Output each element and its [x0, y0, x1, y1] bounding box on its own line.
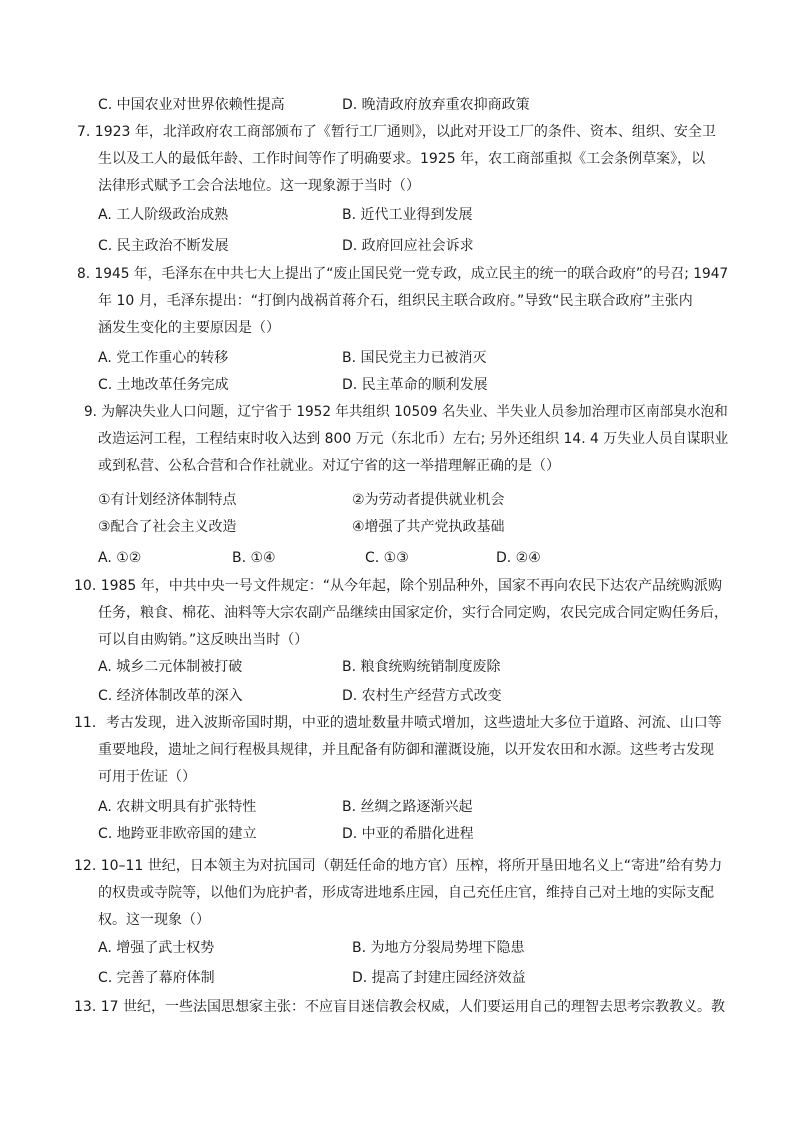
- q7-option-d[interactable]: D. 政府回应社会诉求: [342, 238, 474, 254]
- q9-stem-line-2: 改造运河工程，工程结束时收入达到 800 万元（东北币）左右; 另外还组织 14. 4 万失业人员自谋职业: [98, 431, 729, 447]
- q12-option-a[interactable]: A. 增强了武士权势: [98, 940, 215, 956]
- q11-option-a[interactable]: A. 农耕文明具有扩张特性: [98, 799, 257, 815]
- q11-option-d[interactable]: D. 中亚的希腊化进程: [342, 826, 474, 842]
- q11-option-c[interactable]: C. 地跨亚非欧帝国的建立: [98, 826, 257, 842]
- q9-option-d[interactable]: D. ②④: [496, 550, 541, 566]
- q8-option-d[interactable]: D. 民主革命的顺利发展: [342, 377, 488, 393]
- q9-stem-line-1: 9. 为解决失业人口问题，辽宁省于 1952 年共组织 10509 名失业、半失业人员参加治理市区南部臭水泡和: [84, 404, 728, 420]
- q10-stem-line-1: 10. 1985 年，中共中央一号文件规定：“从今年起，除个别品种外，国家不再向农民下达农产品统购派购: [74, 578, 723, 594]
- q8-option-c[interactable]: C. 土地改革任务完成: [98, 377, 229, 393]
- q9-option-a[interactable]: A. ①②: [98, 550, 142, 566]
- q10-option-d[interactable]: D. 农村生产经营方式改变: [342, 688, 502, 704]
- q7-stem-line-1: 7. 1923 年，北洋政府农工商部颁布了《暂行工厂通则》，以此对开设工厂的条件、资本、组织、安全卫: [77, 124, 716, 140]
- q12-stem-line-2: 的权贵或寺院等，以他们为庇护者，形成寄进地系庄园，自己充任庄官，维持自己对土地的实际支配: [98, 885, 714, 901]
- q7-stem-line-3: 法律形式赋予工会合法地位。这一现象源于当时（）: [98, 178, 420, 194]
- q9-statement-1: ①有计划经济体制特点: [98, 492, 237, 508]
- q11-option-b[interactable]: B. 丝绸之路逐渐兴起: [342, 799, 473, 815]
- q8-option-a[interactable]: A. 党工作重心的转移: [98, 350, 229, 366]
- q10-option-a[interactable]: A. 城乡二元体制被打破: [98, 659, 243, 675]
- q13-stem-line-1: 13. 17 世纪，一些法国思想家主张：不应盲目迷信教会权威，人们要运用自己的理智去思考宗教教义。教: [74, 999, 725, 1015]
- q11-stem-line-1: 11．考古发现，进入波斯帝国时期，中亚的遗址数量井喷式增加，这些遗址大多位于道路、河流、山口等: [74, 715, 722, 731]
- q12-option-c[interactable]: C. 完善了幕府体制: [98, 970, 215, 986]
- q10-option-b[interactable]: B. 粮食统购统销制度废除: [342, 659, 501, 675]
- q7-option-a[interactable]: A. 工人阶级政治成熟: [98, 207, 229, 223]
- q11-stem-line-2: 重要地段，遗址之间行程极具规律，并且配备有防御和灌溉设施，以开发农田和水源。这些考古发现: [98, 742, 714, 758]
- q6-option-d[interactable]: D. 晚清政府放弃重农抑商政策: [342, 97, 530, 113]
- q10-option-c[interactable]: C. 经济体制改革的深入: [98, 688, 243, 704]
- q7-option-c[interactable]: C. 民主政治不断发展: [98, 238, 229, 254]
- q8-option-b[interactable]: B. 国民党主力已被消灭: [342, 350, 487, 366]
- q8-stem-line-2: 年 10 月，毛泽东提出：“打倒内战祸首蒋介石，组织民主联合政府。”导致“民主联合政府”主张内: [98, 293, 693, 309]
- q12-stem-line-3: 权。这一现象（）: [98, 912, 210, 928]
- q8-stem-line-3: 涵发生变化的主要原因是（）: [98, 320, 280, 336]
- q7-option-b[interactable]: B. 近代工业得到发展: [342, 207, 473, 223]
- q9-option-c[interactable]: C. ①③: [365, 550, 409, 566]
- q9-statement-3: ③配合了社会主义改造: [98, 519, 237, 535]
- q7-stem-line-2: 生以及工人的最低年龄、工作时间等作了明确要求。1925 年，农工商部重拟《工会条例草案》，以: [98, 151, 706, 167]
- q10-stem-line-3: 可以自由购销。”这反映出当时（）: [98, 632, 309, 648]
- q9-option-b[interactable]: B. ①④: [232, 550, 276, 566]
- q12-option-d[interactable]: D. 提高了封建庄园经济效益: [352, 970, 526, 986]
- q8-stem-line-1: 8. 1945 年，毛泽东在中共七大上提出了“废止国民党一党专政，成立民主的统一的联合政府”的号召; 1947: [77, 266, 729, 282]
- q6-option-c[interactable]: C. 中国农业对世界依赖性提高: [98, 97, 285, 113]
- q9-stem-line-3: 或到私营、公私合营和合作社就业。对辽宁省的这一举措理解正确的是（）: [98, 458, 560, 474]
- q9-statement-4: ④增强了共产党执政基础: [352, 519, 505, 535]
- q12-stem-line-1: 12. 10–11 世纪，日本领主为对抗国司（朝廷任命的地方官）压榨，将所开垦田地名义上“寄进”给有势力: [74, 858, 723, 874]
- q9-statement-2: ②为劳动者提供就业机会: [352, 492, 505, 508]
- q12-option-b[interactable]: B. 为地方分裂局势埋下隐患: [352, 940, 525, 956]
- q10-stem-line-2: 任务，粮食、棉花、油料等大宗农副产品继续由国家定价，实行合同定购，农民完成合同定购任务后，: [98, 605, 728, 621]
- q11-stem-line-3: 可用于佐证（）: [98, 769, 196, 785]
